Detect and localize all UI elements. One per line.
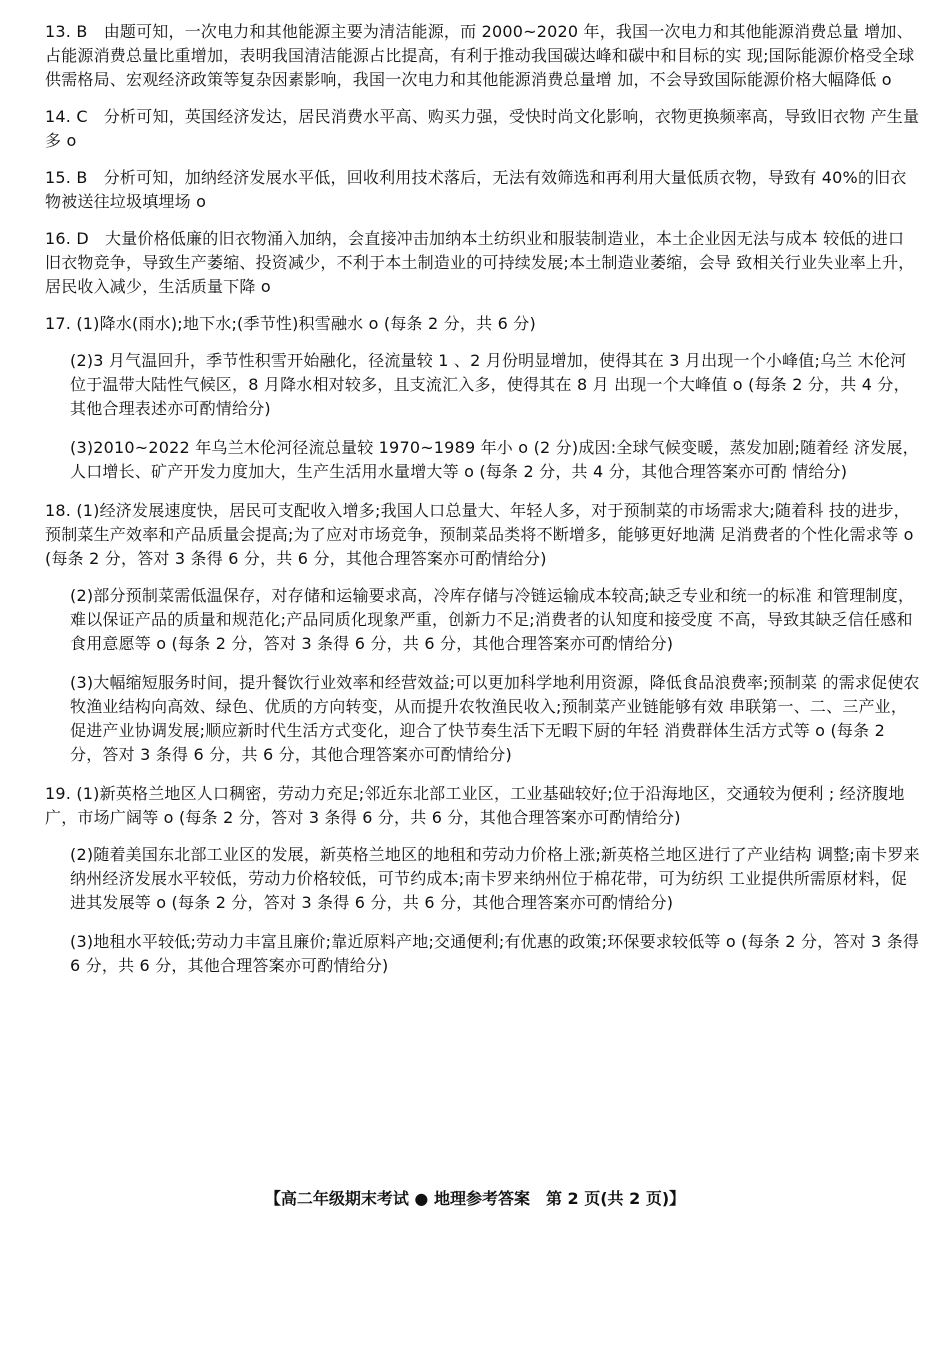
answer-18-part1-text: 18. (1)经济发展速度快，居民可支配收入增多;我国人口总量大、年轻人多，对于预制菜的市场需求大;随着科 技的进步，预制菜生产效率和产品质量会提高;为了应对市场竞争，预制菜品类将不断增多，能够更好地满 足消费者的个性化需求等 o (每条 2 分，答对 3 条得 6 分，共 6 分，其他合理答案亦可酌情给分) <box>45 501 914 568</box>
answer-16-text: 16. D 大量价格低廉的旧衣物涌入加纳，会直接冲击加纳本土纺织业和服装制造业，本土企业因无法与成本 较低的进口旧衣物竞争，导致生产萎缩、投资减少，不利于本土制造业的可持续发展;本土制造业萎缩，会导 致相关行业失业率上升，居民收入减少，生活质量下降 o <box>45 229 915 296</box>
answer-14-text: 14. C 分析可知，英国经济发达，居民消费水平高、购买力强，受快时尚文化影响，衣物更换频率高，导致旧衣物 产生量多 o <box>45 107 920 150</box>
answer-13 <box>45 20 920 92</box>
answer-17-part1 <box>45 312 920 336</box>
answer-15 <box>45 166 920 214</box>
answer-19-part2-text: (2)随着美国东北部工业区的发展，新英格兰地区的地租和劳动力价格上涨;新英格兰地区进行了产业结构 调整;南卡罗来纳州经济发展水平较低，劳动力价格较低，可节约成本;南卡罗来纳州位于棉花带，可为纺织 工业提供所需原材料，促进其发展等 o (每条 2 分，答对 3 条得 6 分，共 6 分，其他合理答案亦可酌情给分) <box>70 845 920 912</box>
answer-18-part2 <box>45 584 920 656</box>
answer-19-part1 <box>45 782 920 830</box>
answer-18-part3-text: (3)大幅缩短服务时间，提升餐饮行业效率和经营效益;可以更加科学地利用资源，降低食品浪费率;预制菜 的需求促使农牧渔业结构向高效、绿色、优质的方向转变，从而提升农牧渔民收入;预制菜产业链能够有效 串联第一、二、三产业，促进产业协调发展;顺应新时代生活方式变化，迎合了快节奏生活下无暇下厨的年轻 消费群体生活方式等 o (每条 2 分，答对 3 条得 6 分，共 6 分，其他合理答案亦可酌情给分) <box>70 673 920 764</box>
answer-13-text: 13. B 由题可知，一次电力和其他能源主要为清洁能源，而 2000~2020 年，我国一次电力和其他能源消费总量 增加、占能源消费总量比重增加，表明我国清洁能源占比提高，有利于推动我国碳达峰和碳中和目标的实 现;国际能源价格受全球供需格局、宏观经济政策等复杂因素影响，我国一次电力和其他能源消费总量增 加，不会导致国际能源价格大幅降低 o <box>45 22 915 89</box>
answer-19-part1-text: 19. (1)新英格兰地区人口稠密，劳动力充足;邻近东北部工业区，工业基础较好;位于沿海地区，交通较为便利 ; 经济腹地广，市场广阔等 o (每条 2 分，答对 3 条得 6 分，共 6 分，其他合理答案亦可酌情给分) <box>45 784 905 827</box>
answer-18-part2-text: (2)部分预制菜需低温保存，对存储和运输要求高，冷库存储与冷链运输成本较高;缺乏专业和统一的标准 和管理制度，难以保证产品的质量和规范化;产品同质化现象严重，创新力不足;消费者的认知度和接受度 不高，导致其缺乏信任感和食用意愿等 o (每条 2 分，答对 3 条得 6 分，共 6 分，其他合理答案亦可酌情给分) <box>70 586 915 653</box>
answer-16 <box>45 227 920 299</box>
answer-15-text: 15. B 分析可知，加纳经济发展水平低，回收利用技术落后，无法有效筛选和再利用大量低质衣物，导致有 40%的旧衣物被送往垃圾填埋场 o <box>45 168 907 211</box>
answer-17-part2-text: (2)3 月气温回升，季节性积雪开始融化，径流量较 1 、2 月份明显增加，使得其在 3 月出现一个小峰值;乌兰 木伦河位于温带大陆性气候区，8 月降水相对较多，且支流汇入多，使得其在 8 月 出现一个大峰值 o (每条 2 分，共 4 分，其他合理表述亦可酌情给分) <box>70 351 910 418</box>
answer-18-part1 <box>45 499 920 571</box>
answer-19-part3-text: (3)地租水平较低;劳动力丰富且廉价;靠近原料产地;交通便利;有优惠的政策;环保要求较低等 o (每条 2 分，答对 3 条得 6 分，共 6 分，其他合理答案亦可酌情给分) <box>70 932 920 975</box>
answer-17-part1-text: 17. (1)降水(雨水);地下水;(季节性)积雪融水 o (每条 2 分，共 6 分) <box>45 314 536 333</box>
answer-18-part3 <box>45 671 920 767</box>
answer-19-part3 <box>45 930 920 978</box>
answer-19-part2 <box>45 843 920 915</box>
answer-17-part3-text: (3)2010~2022 年乌兰木伦河径流总量较 1970~1989 年小 o (2 分)成因:全球气候变暖，蒸发加剧;随着经 济发展，人口增长、矿产开发力度加大，生产生活用水量增大等 o (每条 2 分，共 4 分，其他合理答案亦可酌 情给分) <box>70 438 919 481</box>
page-footer: 【高二年级期末考试 ● 地理参考答案 第 2 页(共 2 页)】 <box>264 1189 686 1208</box>
answer-17-part2 <box>45 349 920 421</box>
answer-14 <box>45 105 920 153</box>
answer-17-part3 <box>45 436 920 484</box>
